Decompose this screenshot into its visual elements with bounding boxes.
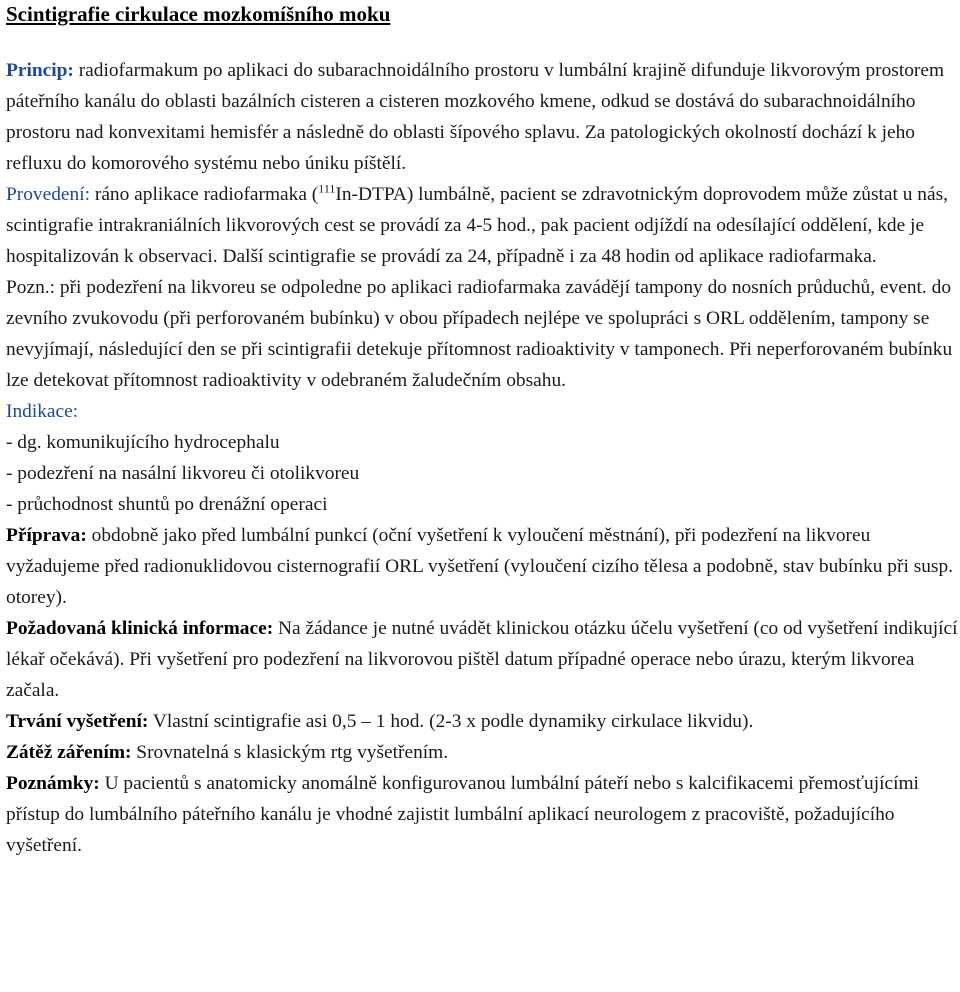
document-body — [6, 55, 960, 861]
indikace-heading — [6, 396, 960, 427]
poznamky-paragraph — [6, 768, 960, 861]
informace-text: Na žádance je nutné uvádět klinickou otázku účelu vyšetření (co od vyšetření indikující lékař očekává). Při vyšetření pro podezření na likvorovou pištěl datum případné operace nebo úrazu, kterým likvorea začala. — [6, 618, 958, 701]
provedeni-text-before: ráno aplikace radiofarmaka ( — [90, 184, 319, 205]
document-page — [6, 0, 960, 861]
poznamky-label: Poznámky: — [6, 773, 100, 794]
indikace-label: Indikace: — [6, 401, 79, 422]
princip-text: radiofarmakum po aplikaci do subarachnoidálního prostoru v lumbální krajině difunduje likvorovým prostorem páteřního kanálu do oblasti bazálních cisteren a cisteren mozkového kmene, odkud se dostává do subarachnoidálního prostoru nad konvexitami hemisfér a následně do oblasti šípového splavu. Za patologických okolností dochází k jeho refluxu do komorového systému nebo úniku píštělí. — [6, 60, 945, 174]
informace-label: Požadovaná klinická informace: — [6, 618, 274, 639]
zatez-label: Zátěž zářením: — [6, 742, 132, 763]
document-title: Scintigrafie cirkulace mozkomíšního moku — [6, 2, 391, 26]
trvani-text: Vlastní scintigrafie asi 0,5 – 1 hod. (2-3 x podle dynamiky cirkulace likvidu). — [148, 711, 754, 732]
pozn-label: Pozn. — [6, 277, 50, 298]
list-item: - dg. komunikujícího hydrocephalu — [6, 432, 280, 453]
trvani-label: Trvání vyšetření: — [6, 711, 149, 732]
priprava-text: obdobně jako před lumbální punkcí (oční vyšetření k vyloučení městnání), při podezření na likvoreu vyžadujeme před radionuklidovou cisternografií ORL vyšetření (vyloučení cizího tělesa a podobně, stav bubínku při susp. otorey). — [6, 525, 954, 608]
provedeni-label: Provedení: — [6, 184, 91, 205]
pozn-paragraph — [6, 272, 960, 396]
isotope-superscript: 111 — [318, 181, 336, 196]
princip-label: Princip: — [6, 60, 74, 81]
priprava-paragraph — [6, 520, 960, 613]
pozn-text: : při podezření na likvoreu se odpoledne po aplikaci radiofarmaka zavádějí tampony do nosních průduchů, event. do zevního zvukovodu (při perforovaném bubínku) v obou případech nejlépe ve spolupráci s ORL oddělením, tampony se nevyjímají, následující den se při scintigrafii detekuje přítomnost radioaktivity v tamponech. Při neperforovaném bubínku lze detekovat přítomnost radioaktivity v odebraném žaludečním obsahu. — [6, 277, 953, 391]
informace-paragraph — [6, 613, 960, 706]
priprava-label: Příprava: — [6, 525, 87, 546]
provedeni-paragraph — [6, 179, 960, 272]
zatez-text: Srovnatelná s klasickým rtg vyšetřením. — [131, 742, 449, 763]
poznamky-text: U pacientů s anatomicky anomálně konfigurovanou lumbální páteří nebo s kalcifikacemi přemosťujícími přístup do lumbálního páteřního kanálu je vhodné zajistit lumbální aplikací neurologem z pracoviště, požadujícího vyšetření. — [6, 773, 919, 856]
zatez-paragraph — [6, 737, 960, 768]
list-item: - průchodnost shuntů po drenážní operaci — [6, 494, 328, 515]
princip-paragraph — [6, 55, 960, 179]
list-item: - podezření na nasální likvoreu či otolikvoreu — [6, 463, 360, 484]
trvani-paragraph — [6, 706, 960, 737]
provedeni-text-after: In-DTPA) lumbálně, pacient se zdravotnickým doprovodem může zůstat u nás, scintigrafie intrakraniálních likvorových cest se provádí za 4-5 hod., pak pacient odjíždí na odesílající oddělení, kde je hospitalizován k observaci. Další scintigrafie se provádí za 24, případně i za 48 hodin od aplikace radiofarmaka. — [6, 184, 948, 267]
